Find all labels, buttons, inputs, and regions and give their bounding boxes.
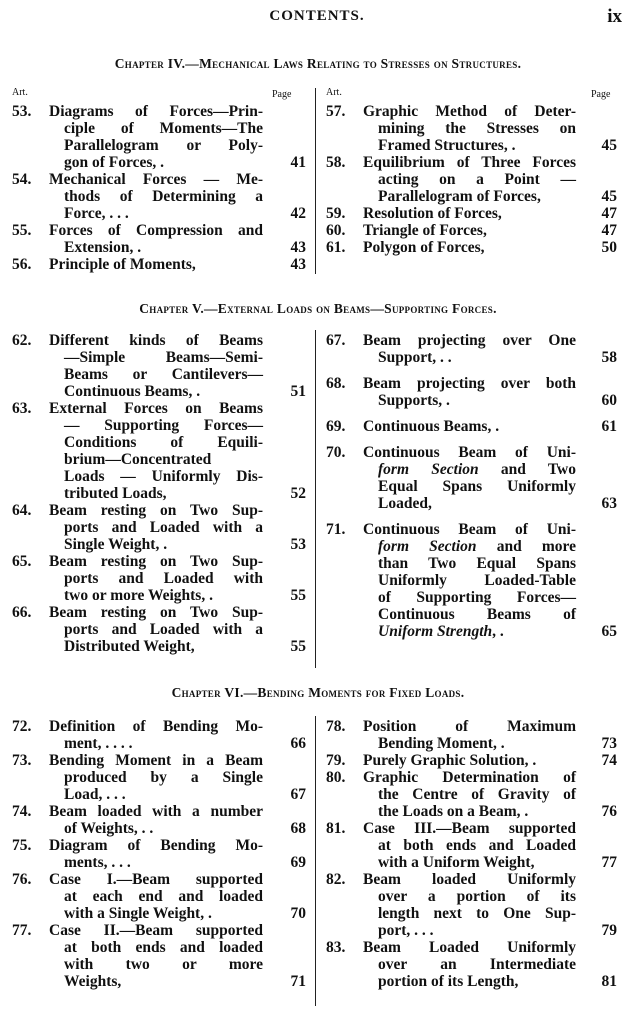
article-number: 58. <box>326 154 346 171</box>
entry-line: Loads — Uniformly Dis- <box>64 468 263 485</box>
entry-line: Position of Maximum <box>363 718 576 735</box>
entry-line: with a Uniform Weight, <box>378 854 535 871</box>
article-number: 65. <box>12 553 32 570</box>
article-number: 81. <box>326 820 346 837</box>
entry-line: Load, . . . <box>64 786 126 803</box>
toc-entry <box>326 521 617 640</box>
entry-line: at both ends and Loaded <box>378 837 576 854</box>
entry-line: Parallelogram or Poly- <box>64 137 263 154</box>
entry-line: Single Weight, . <box>64 536 168 553</box>
entry-line: over a portion of its <box>378 888 576 905</box>
page-reference: 43 <box>290 239 306 256</box>
toc-entry <box>12 400 306 502</box>
toc-entry <box>326 871 617 939</box>
entry-title <box>49 837 263 871</box>
entry-line: gon of Forces, . <box>64 154 165 171</box>
entry-title <box>363 103 576 154</box>
entry-line: Beam loaded Uniformly <box>363 871 576 888</box>
toc-entry <box>12 222 306 256</box>
article-number: 56. <box>12 256 32 273</box>
entry-title <box>363 939 576 990</box>
entry-line: Beam resting on Two Sup- <box>49 502 263 519</box>
page-reference: 67 <box>290 786 306 803</box>
toc-entry <box>12 604 306 655</box>
entry-line: Uniform Strength, . <box>378 623 504 640</box>
entry-line: mining the Stresses on <box>378 120 576 137</box>
entry-line: Beams or Cantilevers— <box>64 366 263 383</box>
entry-line: of Weights, . . <box>64 820 154 837</box>
entry-line: with a Single Weight, . <box>64 905 212 922</box>
entry-title <box>363 769 576 820</box>
article-number: 53. <box>12 103 32 120</box>
entry-line: Polygon of Forces, <box>363 239 485 256</box>
entry-line: Parallelogram of Forces, <box>378 188 541 205</box>
toc-entry <box>326 205 617 222</box>
article-number: 67. <box>326 332 346 349</box>
article-number: 57. <box>326 103 346 120</box>
entry-title <box>363 418 576 435</box>
entry-line: Force, . . . <box>64 205 129 222</box>
entry-title <box>49 332 263 400</box>
entry-title <box>363 444 576 512</box>
entry-line: the Centre of Gravity of <box>378 786 576 803</box>
entry-title <box>49 400 263 502</box>
running-title: CONTENTS. <box>269 8 365 24</box>
entry-line: Continuous Beam of Uni- <box>363 444 576 461</box>
article-number: 82. <box>326 871 346 888</box>
entry-line: ments, . . . <box>64 854 131 871</box>
entry-line: Loaded, <box>378 495 432 512</box>
entry-title <box>363 752 576 769</box>
page-reference: 74 <box>601 752 617 769</box>
entry-line: Definition of Bending Mo- <box>49 718 263 735</box>
toc-entry <box>12 332 306 400</box>
page-reference: 66 <box>290 735 306 752</box>
entry-line: port, . . . <box>378 922 434 939</box>
toc-entry <box>326 222 617 239</box>
toc-entry <box>326 444 617 512</box>
entry-line: Beam projecting over both <box>363 375 576 392</box>
entry-title <box>363 718 576 752</box>
page-reference: 65 <box>601 623 617 640</box>
entry-line: two or more Weights, . <box>64 587 213 604</box>
article-number: 60. <box>326 222 346 239</box>
toc-entry <box>326 718 617 752</box>
entry-title <box>363 820 576 871</box>
entry-title <box>49 922 263 990</box>
page-reference: 42 <box>290 205 306 222</box>
entry-line: brium—Concentrated <box>64 451 212 468</box>
toc-entry <box>12 871 306 922</box>
article-number: 64. <box>12 502 32 519</box>
entry-line: Case III.—Beam supported <box>363 820 576 837</box>
entry-line: Resolution of Forces, <box>363 205 502 222</box>
entry-line: Beam resting on Two Sup- <box>49 553 263 570</box>
toc-entry <box>326 418 617 435</box>
entry-line: produced by a Single <box>64 769 263 786</box>
article-number: 70. <box>326 444 346 461</box>
entry-line: Purely Graphic Solution, . <box>363 752 537 769</box>
toc-entry <box>326 939 617 990</box>
entry-line: tributed Loads, <box>64 485 167 502</box>
entry-line: Continuous Beam of Uni- <box>363 521 576 538</box>
article-number: 79. <box>326 752 346 769</box>
entry-line: the Loads on a Beam, . <box>378 803 529 820</box>
entry-title <box>49 502 263 553</box>
toc-entry <box>326 239 617 256</box>
entry-line: Diagram of Bending Mo- <box>49 837 263 854</box>
article-number: 66. <box>12 604 32 621</box>
page-reference: 43 <box>290 256 306 273</box>
entry-title <box>49 222 263 256</box>
entry-line: Weights, <box>64 973 122 990</box>
column-divider <box>315 330 316 668</box>
entry-line: ports and Loaded with <box>64 570 263 587</box>
entry-line: Extension, . <box>64 239 142 256</box>
entry-line: portion of its Length, <box>378 973 519 990</box>
entry-title <box>49 752 263 803</box>
page-reference: 79 <box>601 922 617 939</box>
article-number: 75. <box>12 837 32 854</box>
entry-title <box>49 803 263 837</box>
entry-line: Supports, . <box>378 392 450 409</box>
entry-line: Beam Loaded Uniformly <box>363 939 576 956</box>
toc-entry <box>326 820 617 871</box>
art-column-head: Art. <box>326 87 342 98</box>
article-number: 76. <box>12 871 32 888</box>
entry-line: Diagrams of Forces—Prin- <box>49 103 263 120</box>
entry-line: ports and Loaded with a <box>64 621 263 638</box>
entry-line: Forces of Compression and <box>49 222 263 239</box>
page-number: ix <box>607 6 622 27</box>
entry-line: of Supporting Forces— <box>378 589 576 606</box>
entry-line: Graphic Determination of <box>363 769 576 786</box>
entry-line: with two or more <box>64 956 263 973</box>
chapter-6-heading: Chapter VI.—Bending Moments for Fixed Loads. <box>171 685 465 700</box>
entry-line: Case I.—Beam supported <box>49 871 263 888</box>
article-number: 74. <box>12 803 32 820</box>
page-reference: 71 <box>290 973 306 990</box>
entry-title <box>49 871 263 922</box>
entry-line: Mechanical Forces — Me- <box>49 171 263 188</box>
page-reference: 70 <box>290 905 306 922</box>
toc-entry <box>12 553 306 604</box>
entry-line: —Simple Beams—Semi- <box>64 349 263 366</box>
entry-line: Framed Structures, . <box>378 137 516 154</box>
entry-line: Conditions of Equili- <box>64 434 263 451</box>
entry-line: length next to One Sup- <box>378 905 576 922</box>
toc-entry <box>12 837 306 871</box>
chapter-4-heading: Chapter IV.—Mechanical Laws Relating to Stresses on Structures. <box>114 56 522 71</box>
toc-entry <box>326 154 617 205</box>
toc-entry <box>326 103 617 154</box>
article-number: 54. <box>12 171 32 188</box>
toc-entry <box>12 752 306 803</box>
entry-line: Bending Moment in a Beam <box>49 752 263 769</box>
page-reference: 53 <box>290 536 306 553</box>
entry-title <box>363 521 576 640</box>
page-reference: 77 <box>601 854 617 871</box>
entry-title <box>363 154 576 205</box>
entry-title <box>49 103 263 171</box>
page-reference: 41 <box>290 154 306 171</box>
article-number: 71. <box>326 521 346 538</box>
toc-entry <box>326 769 617 820</box>
entry-line: ciple of Moments—The <box>64 120 263 137</box>
entry-line: ment, . . . . <box>64 735 133 752</box>
page-reference: 73 <box>601 735 617 752</box>
page-reference: 69 <box>290 854 306 871</box>
column-divider <box>315 716 316 1006</box>
entry-line: at both ends and loaded <box>64 939 263 956</box>
page-reference: 76 <box>601 803 617 820</box>
entry-line: Equal Spans Uniformly <box>378 478 576 495</box>
entry-line: Distributed Weight, <box>64 638 195 655</box>
page-column-head: Page <box>591 89 611 100</box>
toc-entry <box>12 803 306 837</box>
entry-line: over an Intermediate <box>378 956 576 973</box>
toc-entry <box>326 375 617 409</box>
entry-line: Principle of Moments, <box>49 256 196 273</box>
toc-entry <box>12 502 306 553</box>
toc-entry <box>326 752 617 769</box>
toc-entry <box>12 922 306 990</box>
entry-line: Case II.—Beam supported <box>49 922 263 939</box>
entry-line: at each end and loaded <box>64 888 263 905</box>
page-reference: 63 <box>601 495 617 512</box>
article-number: 63. <box>12 400 32 417</box>
column-divider <box>315 88 316 274</box>
article-number: 69. <box>326 418 346 435</box>
running-head <box>12 8 622 28</box>
page-column-head: Page <box>272 89 292 100</box>
page-reference: 60 <box>601 392 617 409</box>
entry-line: form Section and Two <box>378 461 576 478</box>
article-number: 61. <box>326 239 346 256</box>
article-number: 68. <box>326 375 346 392</box>
page-reference: 47 <box>601 205 617 222</box>
page-reference: 47 <box>601 222 617 239</box>
page-reference: 81 <box>601 973 617 990</box>
chapter-5-heading: Chapter V.—External Loads on Beams—Supporting Forces. <box>139 301 497 316</box>
article-number: 55. <box>12 222 32 239</box>
article-number: 62. <box>12 332 32 349</box>
entry-title <box>49 171 263 222</box>
entry-line: Triangle of Forces, <box>363 222 487 239</box>
entry-line: Bending Moment, . <box>378 735 505 752</box>
article-number: 59. <box>326 205 346 222</box>
article-number: 73. <box>12 752 32 769</box>
entry-line: form Section and more <box>378 538 576 555</box>
entry-line: Beam resting on Two Sup- <box>49 604 263 621</box>
toc-entry <box>12 103 306 171</box>
entry-line: thods of Determining a <box>64 188 263 205</box>
toc-entry <box>12 256 306 273</box>
entry-line: ports and Loaded with a <box>64 519 263 536</box>
art-column-head: Art. <box>12 87 28 98</box>
entry-title <box>49 604 263 655</box>
page-reference: 52 <box>290 485 306 502</box>
entry-title <box>363 871 576 939</box>
page-reference: 50 <box>601 239 617 256</box>
entry-line: Continuous Beams, . <box>363 418 500 435</box>
entry-title <box>49 718 263 752</box>
toc-entry <box>12 171 306 222</box>
entry-line: Beam projecting over One <box>363 332 576 349</box>
entry-line: acting on a Point — <box>378 171 576 188</box>
entry-line: — Supporting Forces— <box>64 417 263 434</box>
entry-line: than Two Equal Spans <box>378 555 576 572</box>
article-number: 72. <box>12 718 32 735</box>
entry-line: Continuous Beams, . <box>64 383 201 400</box>
page-reference: 61 <box>601 418 617 435</box>
article-number: 80. <box>326 769 346 786</box>
page-reference: 58 <box>601 349 617 366</box>
page-reference: 55 <box>290 638 306 655</box>
entry-line: Equilibrium of Three Forces <box>363 154 576 171</box>
entry-title <box>363 222 576 239</box>
entry-line: Uniformly Loaded-Table <box>378 572 576 589</box>
toc-entry <box>12 718 306 752</box>
page-reference: 68 <box>290 820 306 837</box>
article-number: 83. <box>326 939 346 956</box>
entry-title <box>49 256 263 273</box>
entry-title <box>363 332 576 366</box>
entry-title <box>363 239 576 256</box>
entry-line: Graphic Method of Deter- <box>363 103 576 120</box>
entry-title <box>363 205 576 222</box>
entry-line: Beam loaded with a number <box>49 803 263 820</box>
page-reference: 51 <box>290 383 306 400</box>
article-number: 78. <box>326 718 346 735</box>
entry-line: Support, . . <box>378 349 452 366</box>
entry-line: Continuous Beams of <box>378 606 576 623</box>
page-reference: 45 <box>601 137 617 154</box>
entry-line: External Forces on Beams <box>49 400 263 417</box>
entry-title <box>363 375 576 409</box>
entry-title <box>49 553 263 604</box>
page-reference: 55 <box>290 587 306 604</box>
toc-entry <box>326 332 617 366</box>
entry-line: Different kinds of Beams <box>49 332 263 349</box>
page-reference: 45 <box>601 188 617 205</box>
article-number: 77. <box>12 922 32 939</box>
